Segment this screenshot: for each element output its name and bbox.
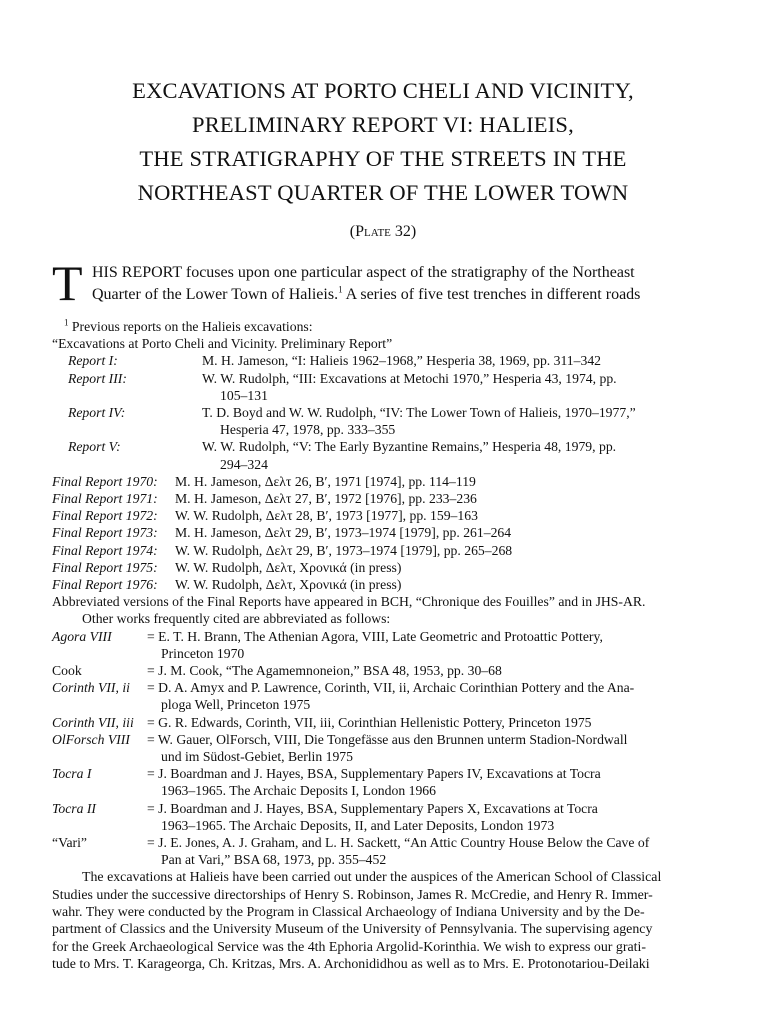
final-report-label: Final Report 1973: xyxy=(52,525,158,541)
abbrev-label: Agora VIII xyxy=(52,628,112,644)
report-label: Report V: xyxy=(68,439,121,455)
body-line: wahr. They were conducted by the Program in Classical Archaeology of Indiana University and by the De- xyxy=(52,904,645,920)
footnote-body-text xyxy=(52,869,710,973)
abbrev-citation: = J. Boardman and J. Hayes, BSA, Supplementary Papers X, Excavations at Tocra xyxy=(147,800,598,816)
report-citation: W. W. Rudolph, “III: Excavations at Metochi 1970,” Hesperia 43, 1974, pp. xyxy=(202,370,617,386)
abbrev-label: Tocra II xyxy=(52,800,96,816)
abbrev-label: “Vari” xyxy=(52,835,87,850)
abbrev-label: Tocra I xyxy=(52,766,92,782)
abbrev-citation: und im Südost-Gebiet, Berlin 1975 xyxy=(161,749,353,764)
final-report-label: Final Report 1974: xyxy=(52,542,158,558)
intro-line-1: HIS REPORT focuses upon one particular aspect of the stratigraphy of the Northeast xyxy=(92,264,635,281)
report-citation: 105–131 xyxy=(220,387,268,403)
final-report-citation: W. W. Rudolph, Δελτ 29, B′, 1973–1974 [1979], pp. 265–268 xyxy=(175,542,513,558)
abbrev-citation: = G. R. Edwards, Corinth, VII, iii, Corinthian Hellenistic Pottery, Princeton 1975 xyxy=(147,714,592,730)
intro-text-cont: A series of five test trenches in different roads xyxy=(342,286,641,303)
title-line-2: PRELIMINARY REPORT VI: HALIEIS, xyxy=(192,112,574,137)
intro-paragraph xyxy=(52,255,710,311)
abbrev-citation: Princeton 1970 xyxy=(161,645,245,661)
abbrev-citation: = J. M. Cook, “The Agamemnoneion,” BSA 48, 1953, pp. 30–68 xyxy=(147,663,502,678)
report-citation: W. W. Rudolph, “V: The Early Byzantine Remains,” Hesperia 48, 1979, pp. xyxy=(202,439,617,455)
abbrev-citation: = E. T. H. Brann, The Athenian Agora, VIII, Late Geometric and Protoattic Pottery, xyxy=(147,628,603,644)
report-citation: 294–324 xyxy=(220,456,268,472)
intro-text: Quarter of the Lower Town of Halieis. xyxy=(92,286,339,303)
final-report-citation: W. W. Rudolph, Δελτ 28, B′, 1973 [1977], pp. 159–163 xyxy=(175,508,478,524)
final-report-label: Final Report 1975: xyxy=(52,559,158,575)
body-line: tude to Mrs. T. Karageorga, Ch. Kritzas, Mrs. A. Archonididhou as well as to Mrs. E. Protonotariou-Deilaki xyxy=(52,956,650,972)
report-label: Report I: xyxy=(68,353,118,369)
series-title: “Excavations at Porto Cheli and Vicinity. Preliminary Report” xyxy=(52,336,393,352)
article-title xyxy=(0,74,766,210)
report-label: Report IV: xyxy=(68,405,126,420)
body-line: The excavations at Halieis have been carried out under the auspices of the American School of Classical xyxy=(82,870,662,886)
other-works-intro: Other works frequently cited are abbreviated as follows: xyxy=(82,611,391,627)
final-report-citation: M. H. Jameson, Δελτ 26, B′, 1971 [1974], pp. 114–119 xyxy=(175,473,476,489)
abbrev-citation: Pan at Vari,” BSA 68, 1973, pp. 355–452 xyxy=(161,852,387,868)
final-report-label: Final Report 1971: xyxy=(52,491,158,506)
footnote-number: 1 xyxy=(64,317,69,328)
final-report-label: Final Report 1972: xyxy=(52,508,158,524)
report-label: Report III: xyxy=(68,370,127,386)
drop-cap: T xyxy=(52,255,83,311)
title-line-1: EXCAVATIONS AT PORTO CHELI AND VICINITY, xyxy=(132,78,634,103)
final-report-citation: M. H. Jameson, Δελτ 27, B′, 1972 [1976], pp. 233–236 xyxy=(175,491,477,506)
final-report-label: Final Report 1970: xyxy=(52,473,158,489)
abbrev-label: Cook xyxy=(52,663,82,678)
report-citation: T. D. Boyd and W. W. Rudolph, “IV: The Lower Town of Halieis, 1970–1977,” xyxy=(202,405,636,420)
final-report-citation: M. H. Jameson, Δελτ 29, B′, 1973–1974 [1979], pp. 261–264 xyxy=(175,525,512,541)
abbrev-citation: = D. A. Amyx and P. Lawrence, Corinth, VII, ii, Archaic Corinthian Pottery and the Ana- xyxy=(147,680,635,696)
title-line-4: NORTHEAST QUARTER OF THE LOWER TOWN xyxy=(137,180,629,205)
abbrev-citation: = J. E. Jones, A. J. Graham, and L. H. Sackett, “An Attic Country House Below the Cave of xyxy=(147,835,650,850)
abbrev-label: OlForsch VIII xyxy=(52,731,130,747)
abbrev-citation: 1963–1965. The Archaic Deposits, II, and Later Deposits, London 1973 xyxy=(161,817,555,833)
footnote-marker: 1 xyxy=(338,284,343,295)
abbrev-label: Corinth VII, iii xyxy=(52,714,134,730)
footnote-series-row xyxy=(52,335,710,352)
intro-line-2 xyxy=(52,284,710,306)
abbrev-citation: = W. Gauer, OlForsch, VIII, Die Tongefässe aus den Brunnen unterm Stadion-Nordwall xyxy=(147,731,628,747)
abbrev-citation: = J. Boardman and J. Hayes, BSA, Supplementary Papers IV, Excavations at Tocra xyxy=(147,766,601,782)
report-citation: M. H. Jameson, “I: Halieis 1962–1968,” Hesperia 38, 1969, pp. 311–342 xyxy=(202,353,602,369)
abbrev-note: Abbreviated versions of the Final Reports have appeared in BCH, “Chronique des Fouilles” and in JHS-AR. xyxy=(52,594,646,610)
abbrev-citation: ploga Well, Princeton 1975 xyxy=(161,697,311,713)
footnote-head-text: Previous reports on the Halieis excavations: xyxy=(68,319,313,334)
abbrev-citation: 1963–1965. The Archaic Deposits I, London 1966 xyxy=(161,783,436,799)
body-line: partment of Classics and the University Museum of the University of Pennsylvania. The supervising agency xyxy=(52,922,653,938)
final-report-label: Final Report 1976: xyxy=(52,577,158,592)
report-citation: Hesperia 47, 1978, pp. 333–355 xyxy=(220,422,396,438)
title-line-3: THE STRATIGRAPHY OF THE STREETS IN THE xyxy=(139,146,627,171)
final-report-citation: W. W. Rudolph, Δελτ, Χρονικά (in press) xyxy=(175,559,402,575)
body-line: Studies under the successive directorships of Henry S. Robinson, James R. McCredie, and Henry R. Immer- xyxy=(52,887,653,903)
final-report-citation: W. W. Rudolph, Δελτ, Χρονικά (in press) xyxy=(175,577,402,592)
footnote-head xyxy=(64,318,313,335)
plate-reference: (Plate 32) xyxy=(349,223,417,240)
abbrev-label: Corinth VII, ii xyxy=(52,680,130,696)
body-line: for the Greek Archaeological Service was the 4th Ephoria Argolid-Korinthia. We wish to express our grati- xyxy=(52,939,646,955)
